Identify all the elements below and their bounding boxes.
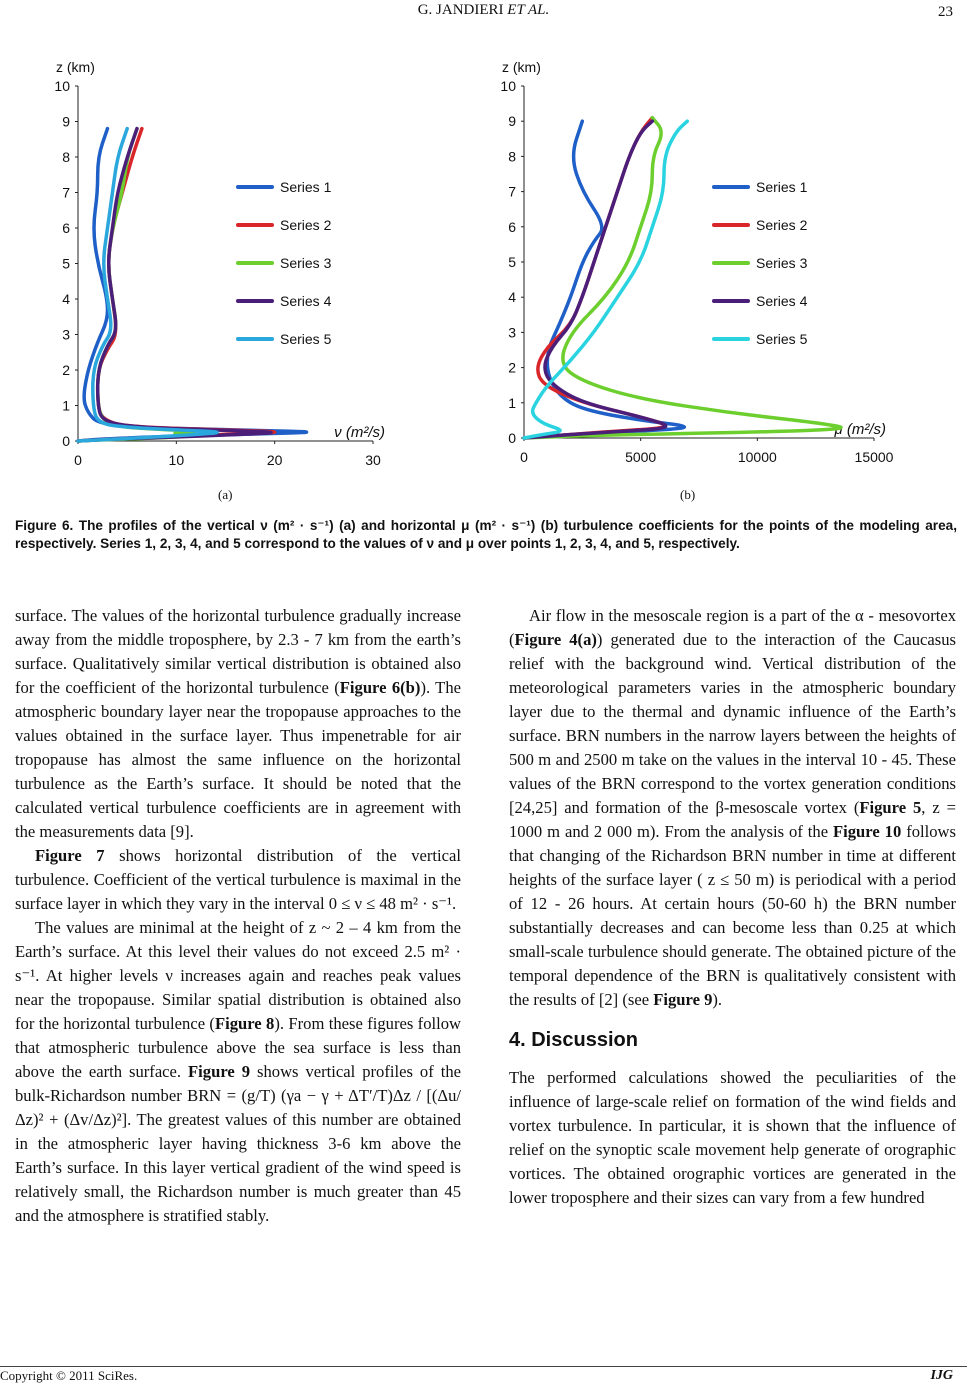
y-tick-label: 2 bbox=[62, 362, 70, 378]
y-tick-label: 0 bbox=[508, 430, 516, 446]
figure-8-ref[interactable]: Figure 8 bbox=[214, 1014, 275, 1033]
legend-label-3: Series 3 bbox=[756, 255, 808, 271]
footer-journal: IJG bbox=[930, 1368, 953, 1383]
page-number: 23 bbox=[938, 4, 953, 20]
y-tick-label: 1 bbox=[62, 397, 70, 414]
x-tick-label: 30 bbox=[365, 452, 381, 468]
footer-rule bbox=[0, 1366, 967, 1367]
figure-6b-sublabel: (b) bbox=[680, 487, 696, 502]
caption-lead: Figure 6. bbox=[15, 518, 74, 533]
y-tick-label: 5 bbox=[508, 254, 516, 270]
figure-6a bbox=[40, 58, 460, 483]
running-header bbox=[0, 2, 967, 19]
left-p3-text: The values are minimal at the height of z ~ 2 – 4 km from the Earth’s surface. At this level their values do not exceed 2.5 m² · s⁻¹. At higher levels ν increases again and reaches peak values near the tropopause. Similar spatial distribution is obtained also for the horizontal turbulence ( bbox=[15, 918, 461, 1033]
figure-9-ref-right[interactable]: Figure 9 bbox=[653, 990, 713, 1009]
y-tick-label: 0 bbox=[62, 433, 70, 449]
legend-label-1: Series 1 bbox=[280, 179, 332, 195]
left-paragraph-2 bbox=[15, 844, 461, 916]
y-tick-label: 9 bbox=[508, 113, 516, 130]
header-authors: G. JANDIERI bbox=[417, 2, 504, 18]
chart-horizontal-turbulence bbox=[488, 58, 936, 478]
left-p2-text: shows horizontal distribution of the vertical turbulence. Coefficient of the vertical turbulence is maximal in the surface layer in which they vary in the interval 0 ≤ ν ≤ 48 m² · s⁻¹. bbox=[15, 846, 461, 913]
legend-label-5: Series 5 bbox=[756, 331, 808, 347]
y-tick-label: 7 bbox=[508, 183, 516, 200]
y-tick-label: 9 bbox=[62, 113, 70, 130]
left-p1-end: ). The atmospheric boundary layer near the tropopause approaches to the values obtained in the surface layer. Thus impenetrable for air tropopause has almost the same influence on the horizontal turbulence as the Earth’s surface. It should be noted that the calculated vertical turbulence coefficients are in agreement with the measurements data [9]. bbox=[15, 678, 461, 841]
figure-7-ref[interactable]: Figure 7 bbox=[35, 846, 105, 865]
y-tick-label: 6 bbox=[508, 218, 516, 235]
legend-label-1: Series 1 bbox=[756, 179, 808, 195]
left-p3-end: The greatest values of this number are obtained in the atmospheric layer having thickness 3-6 km above the Earth’s surface. In this layer vertical gradient of the wind speed is relatively small, the Richardson number is much greater than 45 and the atmosphere is stratified stably. bbox=[15, 1110, 461, 1225]
legend-label-4: Series 4 bbox=[280, 293, 332, 309]
right-p1e: ). bbox=[712, 990, 723, 1009]
right-p1c: , z = 1000 m and 2 000 m). From the analysis of the bbox=[509, 798, 956, 841]
series-line-2 bbox=[78, 129, 275, 441]
caption-text: The profiles of the vertical ν (m² · s⁻¹) (a) and horizontal μ (m² · s⁻¹) (b) turbulence coefficients for the points of the modeling area, respectively. Series 1, 2, 3, 4, and 5 correspond to the values of ν and μ over points 1, 2, 3, 4, and 5, respectively. bbox=[15, 518, 957, 551]
series-line-3 bbox=[78, 129, 195, 441]
y-tick-label: 1 bbox=[508, 394, 516, 411]
series-line-1 bbox=[78, 129, 307, 441]
series-line-3 bbox=[524, 118, 841, 438]
legend-label-2: Series 2 bbox=[280, 217, 332, 233]
x-axis-label: ν (m²/s) bbox=[334, 424, 385, 441]
left-paragraph-3 bbox=[15, 916, 461, 1228]
right-p1b: ) generated due to the interaction of the Caucasus relief with the background wind. Vertical distribution of the meteorological parameters varies in the atmospheric boundary layer due to the thermal and dynamic influence of the Earth’s surface. BRN numbers in the narrow layers between the heights of 500 m and 2500 m take on the values in the interval 10 - 45. These values of the BRN correspond to the vortex generation conditions [24,25] and formation of the β-mesoscale vortex ( bbox=[509, 630, 956, 817]
figure-5-ref[interactable]: Figure 5 bbox=[859, 798, 922, 817]
x-tick-label: 0 bbox=[520, 449, 528, 465]
right-paragraph-2: The performed calculations showed the peculiarities of the influence of large-scale relief on formation of the wind fields and vortex turbulence. In particular, it is shown that the influence of relief on the synoptic scale movement help generate of orographic vortices. The obtained orographic vortices are generated in the lower troposphere and their sizes can vary from a few hundred bbox=[509, 1068, 956, 1207]
left-paragraph-1 bbox=[15, 604, 461, 844]
x-tick-label: 10000 bbox=[737, 449, 777, 465]
y-tick-label: 4 bbox=[62, 291, 70, 307]
y-axis-label: z (km) bbox=[502, 59, 541, 75]
left-p3-mid: ). From these figures follow that atmospheric turbulence above the sea surface is less than above the earth surface. bbox=[15, 1014, 461, 1081]
right-p1a: Air flow in the mesoscale region is a part of the α - mesovortex ( bbox=[509, 606, 956, 649]
right-paragraph-1 bbox=[509, 604, 956, 1012]
y-tick-label: 8 bbox=[62, 149, 70, 165]
figure-6b-ref[interactable]: Figure 6(b) bbox=[339, 678, 421, 697]
x-tick-label: 5000 bbox=[625, 449, 657, 465]
series-line-1 bbox=[524, 121, 684, 438]
y-tick-label: 7 bbox=[62, 184, 70, 201]
left-column bbox=[15, 604, 461, 1228]
right-column bbox=[509, 604, 956, 1210]
legend-label-2: Series 2 bbox=[756, 217, 808, 233]
y-tick-label: 5 bbox=[62, 255, 70, 272]
y-tick-label: 6 bbox=[62, 220, 70, 236]
left-p3-formula: shows vertical profiles of the bulk-Richardson number BRN = (g/T) (γa − γ + ΔT′/T)Δz / [(Δu/Δz)² + (Δv/Δz)²]. bbox=[15, 1062, 461, 1129]
x-tick-label: 0 bbox=[74, 452, 82, 468]
y-tick-label: 3 bbox=[62, 326, 70, 343]
x-tick-label: 20 bbox=[266, 452, 283, 468]
section-heading-discussion: 4. Discussion bbox=[509, 1029, 638, 1051]
figure-6a-sublabel: (a) bbox=[218, 487, 233, 502]
x-tick-label: 15000 bbox=[854, 449, 894, 465]
y-tick-label: 10 bbox=[54, 78, 70, 94]
legend-label-5: Series 5 bbox=[280, 331, 332, 347]
y-tick-label: 4 bbox=[508, 289, 516, 306]
figure-caption bbox=[15, 517, 957, 553]
legend-label-4: Series 4 bbox=[756, 293, 808, 309]
right-p1d: follows that changing of the Richardson BRN number in time at different heights of the surface layer ( z ≤ 50 m) is periodical with a period of 12 - 26 hours. At certain hours (50-60 h) the BRN number substantially decreases and can become less than 0.25 at which small-scale turbulence should generate. The obtained picture of the temporal dependence of the BRN is qualitatively consistent with the results of [2] (see bbox=[509, 822, 956, 1009]
legend-label-3: Series 3 bbox=[280, 255, 332, 271]
figure-6b bbox=[488, 58, 936, 483]
y-axis-label: z (km) bbox=[56, 59, 95, 75]
chart-vertical-turbulence bbox=[40, 58, 460, 478]
y-tick-label: 2 bbox=[508, 359, 516, 376]
y-tick-label: 10 bbox=[500, 78, 516, 94]
y-tick-label: 3 bbox=[508, 324, 516, 341]
footer-copyright: Copyright © 2011 SciRes. bbox=[0, 1368, 138, 1383]
header-etal: ET AL. bbox=[507, 2, 550, 18]
left-p1-text: surface. The values of the horizontal turbulence gradually increase away from the middle troposphere, by 2.3 - 7 km from the earth’s surface. Qualitatively similar vertical distribution is obtained also for the coefficient of the horizontal turbulence ( bbox=[15, 606, 461, 697]
x-axis-label: μ (m²/s) bbox=[834, 421, 886, 438]
figure-10-ref[interactable]: Figure 10 bbox=[833, 822, 902, 841]
figure-9-ref[interactable]: Figure 9 bbox=[188, 1062, 251, 1081]
figure-4a-ref[interactable]: Figure 4(a) bbox=[514, 630, 597, 649]
x-tick-label: 10 bbox=[168, 452, 185, 468]
y-tick-label: 8 bbox=[508, 148, 516, 165]
